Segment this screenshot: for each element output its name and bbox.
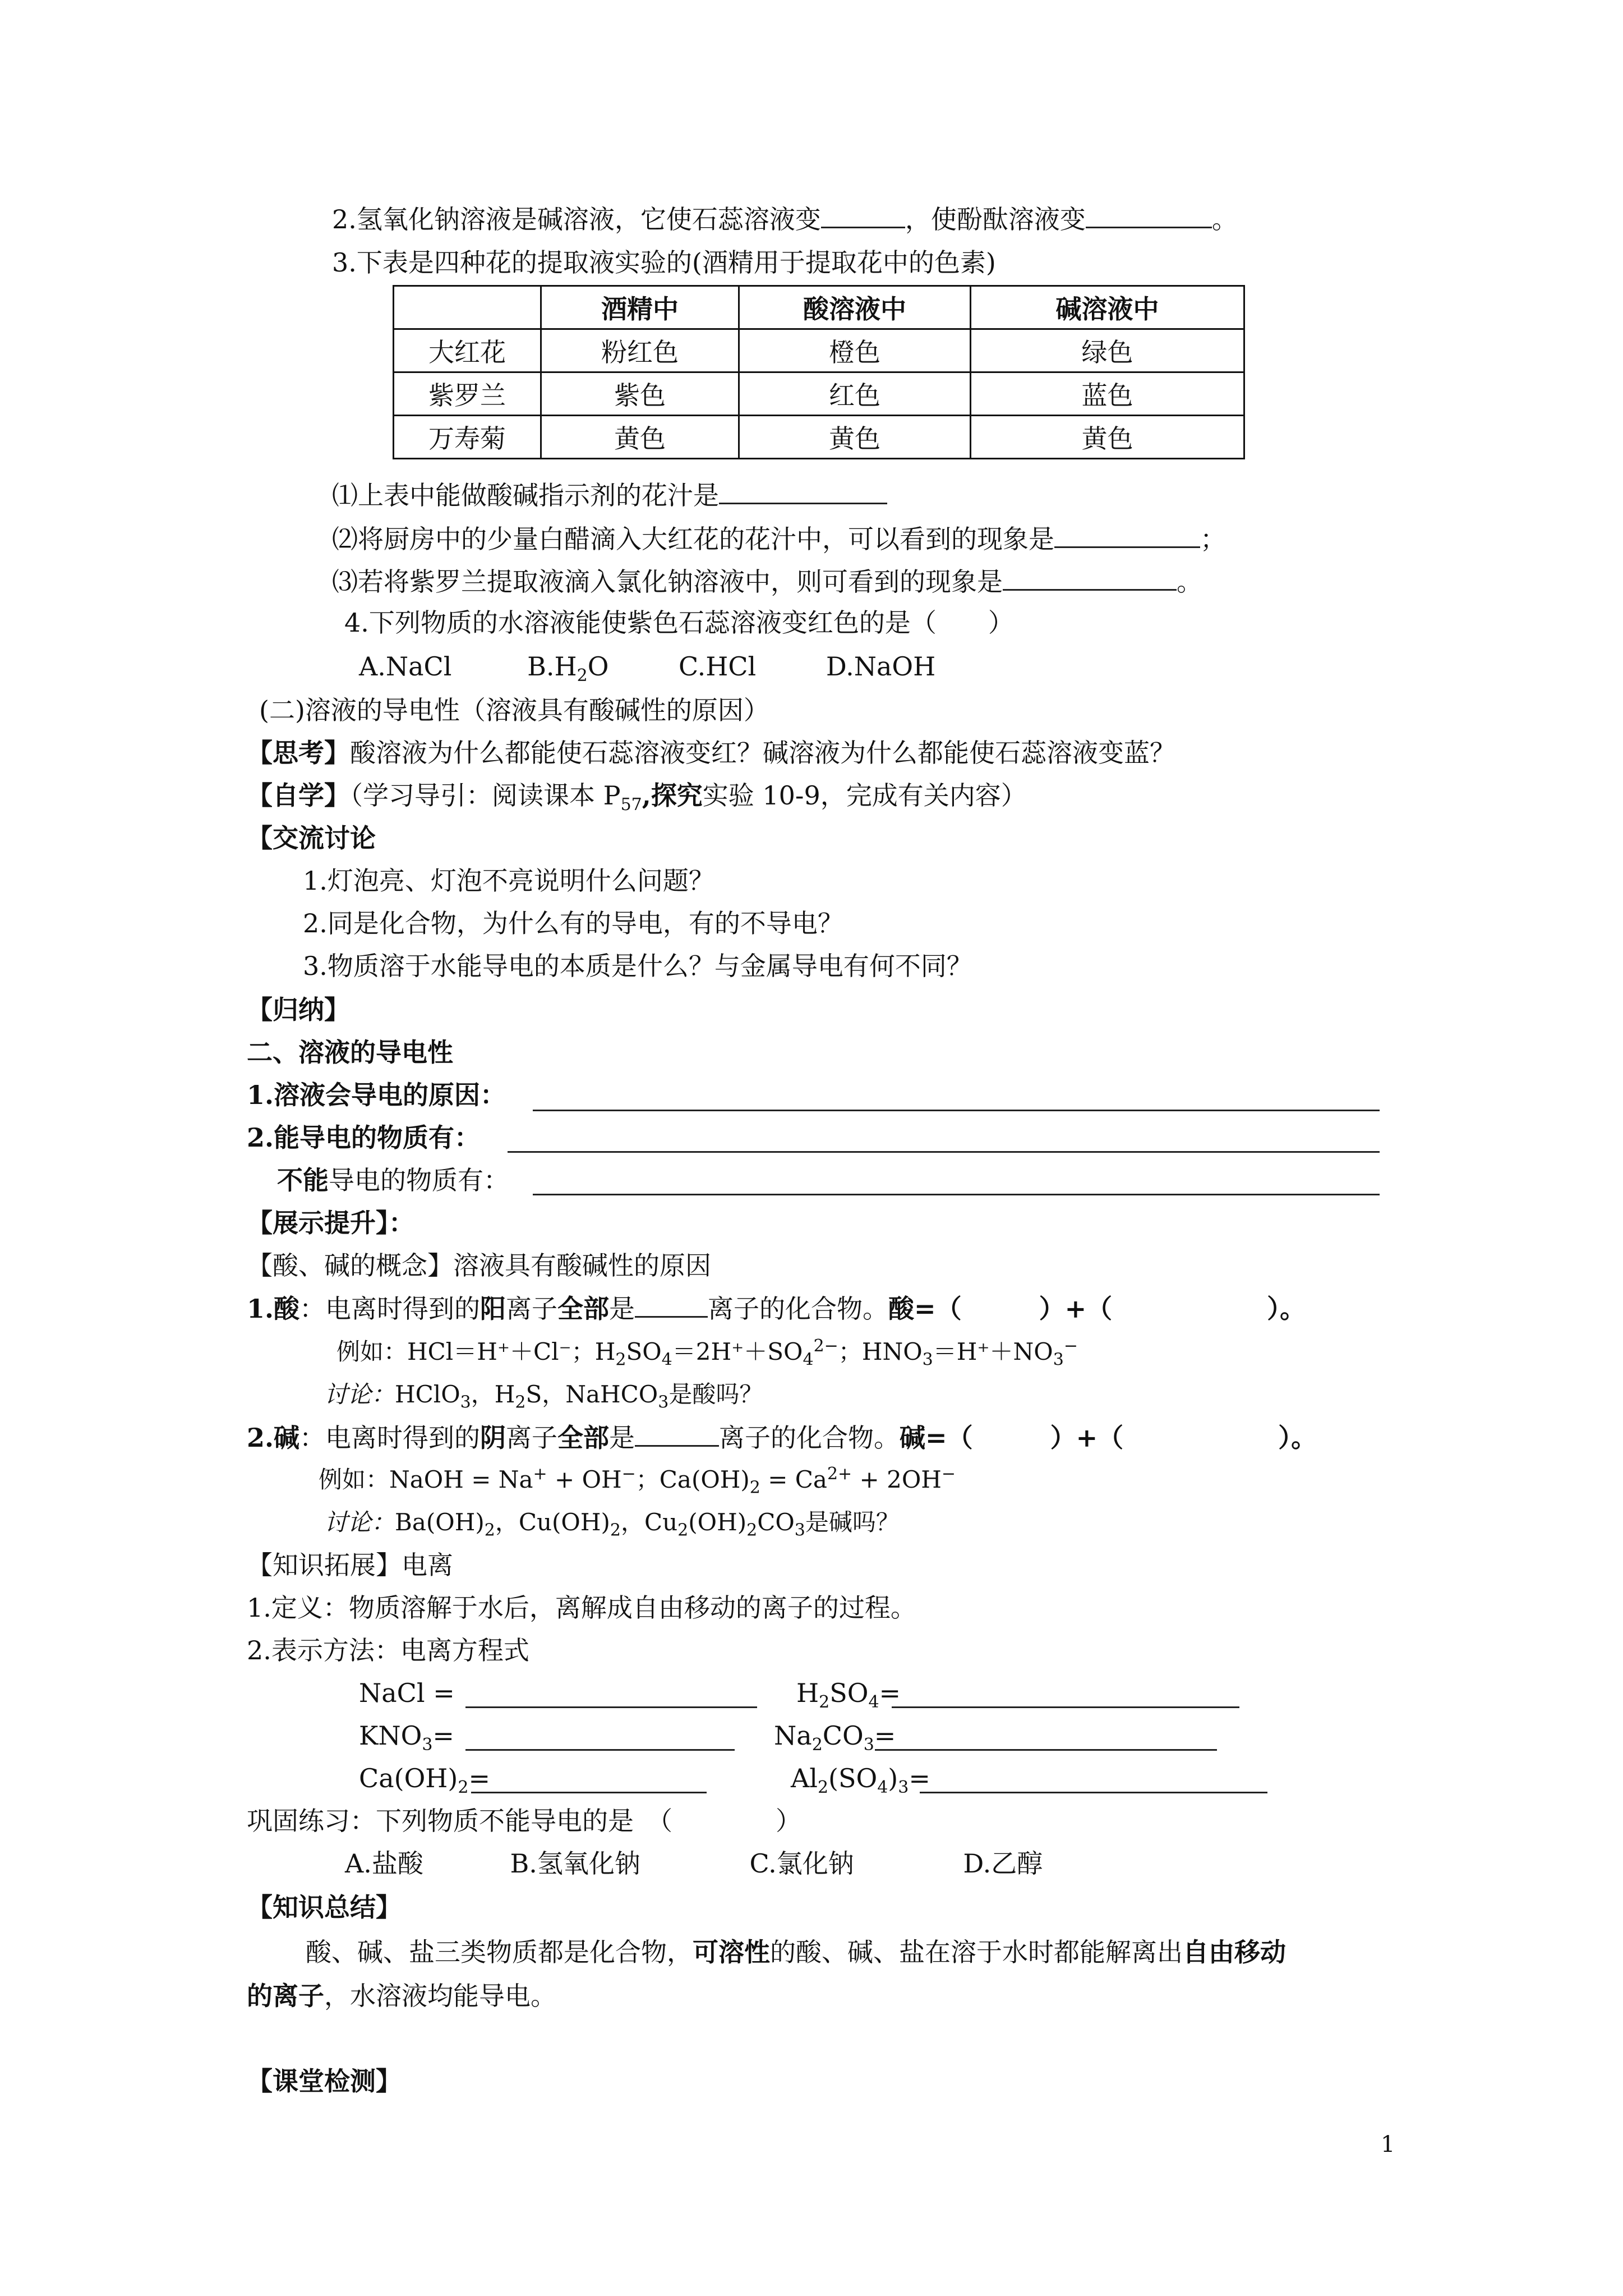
base-ex-sup: −: [621, 1464, 636, 1484]
eq-na2co3: [774, 1719, 896, 1755]
table-header-cell: 碱溶液中: [971, 286, 1244, 329]
eq-nacl-blank[interactable]: [465, 1706, 757, 1708]
base-t3: 离子: [506, 1423, 558, 1453]
acid-disc-sub: 3: [460, 1392, 471, 1412]
table-cell: 大红花: [394, 329, 541, 372]
definition-line: 1.定义：物质溶解于水后，离解成自由移动的离子的过程。: [247, 1593, 916, 1623]
q3-s2: [332, 522, 1226, 556]
q2-blank-2[interactable]: [1086, 202, 1212, 228]
eq-part: KNO: [359, 1720, 422, 1751]
eq-sub: 4: [877, 1778, 888, 1798]
q2-blank-1[interactable]: [821, 202, 905, 228]
eq-al2so43: [791, 1761, 930, 1798]
q4-b-sub: 2: [577, 666, 588, 686]
final-c: 的酸、碱、盐在溶于水时都能解离出: [770, 1937, 1183, 1967]
base-disc-3: ，Cu: [620, 1508, 678, 1536]
q2-text-b: ，使酚酞溶液变: [905, 204, 1086, 234]
base-disc-5: CO: [757, 1508, 795, 1536]
base-disc-sub: 2: [610, 1520, 621, 1540]
q4-option-b[interactable]: [527, 651, 609, 686]
acid-t4: 全部: [557, 1294, 610, 1324]
acid-t1: ：电离时得到的: [299, 1294, 481, 1324]
eq-nacl: [359, 1676, 455, 1710]
q4-options: [359, 650, 936, 686]
eq-kno3: [359, 1719, 454, 1755]
acid-ex-sub: 4: [661, 1350, 672, 1370]
summary-tag: 【归纳】: [247, 995, 350, 1025]
concept-text: 溶液具有酸碱性的原因: [453, 1250, 711, 1281]
eq-part: =: [909, 1763, 930, 1793]
heading-2: 二、溶液的导电性: [247, 1037, 453, 1068]
eq-part: Na: [774, 1720, 812, 1751]
base-num: 2.碱: [247, 1423, 300, 1453]
eq-sub: 4: [868, 1692, 879, 1713]
q3-intro: 3.下表是四种花的提取液实验的(酒精用于提取花中的色素): [332, 247, 996, 278]
discuss-item: 2.同是化合物，为什么有的导电，有的不导电？: [303, 908, 843, 938]
q3-s2-text: ⑵将厨房中的少量白醋滴入大红花的花汁中，可以看到的现象是: [332, 524, 1054, 554]
eq-part: H: [796, 1678, 819, 1708]
acid-disc-tag: 讨论：: [324, 1381, 395, 1408]
table-cell: 黄色: [739, 416, 971, 459]
conductive-answer-line[interactable]: [508, 1151, 1380, 1153]
acid-ex-5: ＝H⁺＋NO: [933, 1338, 1053, 1365]
nonconductive-label: [277, 1163, 509, 1197]
base-definition: [247, 1420, 1317, 1455]
final-paragraph-line-2: [247, 1979, 556, 2013]
base-disc-sub: 2: [484, 1520, 495, 1540]
nonconductive-answer-line[interactable]: [533, 1194, 1380, 1195]
q2-text-c: 。: [1211, 204, 1238, 234]
base-discussion: [324, 1506, 900, 1539]
base-ex-sup: −: [941, 1464, 956, 1484]
eq-sub: 2: [458, 1778, 469, 1798]
concept-tag: 【酸、碱的概念】: [247, 1250, 453, 1281]
selfstudy-sub: 57: [620, 795, 642, 815]
extension-line: [247, 1548, 453, 1582]
q4-b-pre: B.H: [527, 651, 577, 682]
table-cell: 蓝色: [971, 372, 1244, 416]
base-ex-sup: 2+: [827, 1464, 852, 1484]
acid-ex-4: ；HNO: [838, 1338, 923, 1365]
table-cell: 红色: [739, 372, 971, 416]
eq-sub: 2: [819, 1692, 830, 1713]
discuss-tag: 【交流讨论: [247, 823, 376, 853]
acid-ex-3: ＝2H⁺＋SO: [672, 1338, 803, 1365]
show-tag: 【展示提升】：: [247, 1208, 414, 1238]
final-e: 的离子: [247, 1981, 324, 2011]
acid-disc-1: HClO: [395, 1381, 460, 1408]
table-header-cell: 酒精中: [541, 286, 739, 329]
table-cell: 粉红色: [541, 329, 739, 372]
discuss-item: 1.灯泡亮、灯泡不亮说明什么问题？: [303, 866, 714, 896]
final-f: ，水溶液均能导电。: [324, 1981, 556, 2011]
q3-s3-end: 。: [1177, 567, 1202, 597]
q4-option-d[interactable]: D.NaOH: [826, 651, 936, 682]
eq-part: =: [432, 1720, 454, 1751]
eq-sub: 2: [811, 1735, 823, 1755]
eq-h2so4-blank[interactable]: [892, 1706, 1239, 1708]
acid-ex-sub: 3: [1053, 1350, 1064, 1370]
selfstudy-b: ,: [642, 780, 651, 811]
base-disc-sub: 2: [677, 1520, 689, 1540]
acid-ex-sub: 3: [922, 1350, 933, 1370]
reason-answer-line[interactable]: [533, 1110, 1380, 1111]
base-ex-4: = Ca: [760, 1466, 827, 1493]
think-text: 酸溶液为什么都能使石蕊溶液变红？碱溶液为什么都能使石蕊溶液变蓝？: [350, 738, 1175, 768]
eq-al2so43-blank[interactable]: [920, 1792, 1267, 1793]
base-disc-sub: 3: [794, 1520, 805, 1540]
eq-part: ): [888, 1763, 898, 1793]
base-disc-tag: 讨论：: [324, 1508, 395, 1536]
acid-ex-sub: 4: [803, 1350, 814, 1370]
flower-table: [393, 285, 1245, 459]
q2-line: [332, 202, 1238, 236]
base-t6: 离子的化合物。: [719, 1423, 900, 1453]
acid-example: [336, 1335, 1078, 1369]
eq-part: (SO: [828, 1763, 878, 1793]
q3-s1: [332, 478, 887, 512]
eq-part: Al: [791, 1763, 818, 1793]
extension-tag: 【知识拓展】: [247, 1550, 402, 1580]
q4-option-c[interactable]: C.HCl: [679, 651, 757, 682]
q3-s3: [332, 564, 1202, 599]
acid-t5: 是: [609, 1294, 635, 1324]
practice-option-a[interactable]: A.盐酸: [345, 1848, 423, 1879]
acid-discussion: [324, 1378, 763, 1411]
selfstudy-c: 实验 10-9，完成有关内容）: [702, 780, 1027, 811]
practice-option-d[interactable]: D.乙醇: [963, 1848, 1043, 1879]
base-t5: 是: [609, 1423, 635, 1453]
acid-ex-1: 例如：HCl＝H⁺＋Cl⁻；H: [336, 1338, 616, 1365]
table-cell: 绿色: [971, 329, 1244, 372]
eq-sub: 3: [863, 1735, 874, 1755]
eq-na2co3-blank[interactable]: [875, 1749, 1217, 1751]
eq-h2so4: [796, 1676, 901, 1713]
final-d: 自由移动: [1183, 1937, 1286, 1967]
table-cell: 黄色: [971, 416, 1244, 459]
eq-kno3-blank[interactable]: [465, 1749, 735, 1751]
acid-disc-2: ，H: [471, 1381, 515, 1408]
eq-part: SO: [829, 1678, 869, 1708]
page-number: 1: [1381, 2132, 1395, 2157]
selfstudy-a: （学习导引：阅读课本 P: [350, 780, 621, 811]
acid-num: 1.酸: [247, 1294, 300, 1324]
acid-t2: 阳: [480, 1294, 506, 1324]
acid-disc-sub: 2: [515, 1392, 526, 1412]
section-2-title: (二)溶液的导电性（溶液具有酸碱性的原因）: [259, 695, 769, 725]
class-check-tag: 【课堂检测】: [247, 2066, 402, 2096]
q3-blank-1[interactable]: [719, 478, 887, 504]
table-header-row: [394, 286, 1244, 329]
base-ex-sub: 2: [749, 1478, 760, 1498]
base-disc-4: (OH): [688, 1508, 747, 1536]
base-ex-2: + OH: [547, 1466, 622, 1493]
base-ex-3: ；Ca(OH): [635, 1466, 750, 1493]
eq-sub: 3: [422, 1735, 433, 1755]
base-t1: ：电离时得到的: [299, 1423, 481, 1453]
table-row: [394, 329, 1244, 372]
acid-disc-sub: 3: [658, 1392, 669, 1412]
base-ex-1: 例如：NaOH = Na: [319, 1466, 533, 1493]
q3-s2-end: ；: [1200, 524, 1226, 554]
nonconductive-text: 导电的物质有：: [329, 1165, 509, 1195]
acid-disc-3: S，NaHCO: [525, 1381, 658, 1408]
base-example: [319, 1463, 956, 1497]
q4-option-a[interactable]: A.NaCl: [359, 651, 452, 682]
base-ex-sup: +: [533, 1464, 547, 1484]
final-b: 可溶性: [693, 1937, 770, 1967]
final-a: 酸、碱、盐三类物质都是化合物，: [306, 1937, 693, 1967]
table-cell: 万寿菊: [394, 416, 541, 459]
base-formula: 碱=（ ）+（ ）。: [900, 1423, 1317, 1453]
q4-stem: 4.下列物质的水溶液能使紫色石蕊溶液变红色的是（ ）: [344, 608, 1014, 638]
q3-blank-3[interactable]: [1003, 564, 1177, 591]
acid-ex-sub: 2: [615, 1350, 626, 1370]
selfstudy-tag: 【自学】: [247, 780, 350, 811]
reason-label: 1.溶液会导电的原因：: [247, 1080, 506, 1110]
base-disc-1: Ba(OH): [395, 1508, 485, 1536]
eq-part: =: [468, 1763, 490, 1793]
selfstudy-bold: 探究: [651, 780, 703, 811]
eq-part: =: [874, 1720, 896, 1751]
eq-part: =: [879, 1678, 901, 1708]
concept-line: [247, 1249, 711, 1282]
acid-definition: [247, 1291, 1306, 1326]
eq-sub: 3: [898, 1778, 909, 1798]
acid-disc-4: 是酸吗？: [668, 1381, 763, 1408]
knowledge-summary-tag: 【知识总结】: [247, 1892, 402, 1922]
table-cell: 橙色: [739, 329, 971, 372]
eq-caoh2: [359, 1761, 490, 1798]
selfstudy-line: [247, 779, 1027, 815]
table-cell: 紫色: [541, 372, 739, 416]
table-row: [394, 372, 1244, 416]
practice-option-c[interactable]: C.氯化钠: [749, 1848, 854, 1879]
practice-options: [345, 1847, 1043, 1880]
acid-ex-2: SO: [626, 1338, 662, 1365]
table-cell: 黄色: [541, 416, 739, 459]
acid-t6: 离子的化合物。: [708, 1294, 889, 1324]
q2-text-a: 2.氢氧化钠溶液是碱溶液，它使石蕊溶液变: [332, 204, 821, 234]
eq-part: CO: [822, 1720, 864, 1751]
q4-b-post: O: [587, 651, 609, 682]
acid-blank[interactable]: [635, 1291, 708, 1318]
base-blank[interactable]: [635, 1420, 719, 1447]
acid-t3: 离子: [506, 1294, 558, 1324]
base-t4: 全部: [557, 1423, 610, 1453]
table-row: [394, 416, 1244, 459]
nonconductive-bold: 不能: [277, 1165, 329, 1195]
table-header-cell: 酸溶液中: [739, 286, 971, 329]
eq-sub: 2: [817, 1778, 829, 1798]
acid-formula: 酸=（ ）+（ ）。: [888, 1294, 1306, 1324]
base-disc-2: ，Cu(OH): [495, 1508, 610, 1536]
table-header-cell: [394, 286, 541, 329]
extension-text: 电离: [402, 1550, 453, 1580]
think-tag: 【思考】: [247, 738, 350, 768]
base-disc-sub: 2: [746, 1520, 758, 1540]
q3-s3-text: ⑶若将紫罗兰提取液滴入氯化钠溶液中，则可看到的现象是: [332, 567, 1003, 597]
discuss-item: 3.物质溶于水能导电的本质是什么？与金属导电有何不同？: [303, 951, 972, 981]
eq-part: Ca(OH): [359, 1763, 458, 1793]
base-disc-6: 是碱吗？: [805, 1508, 900, 1536]
acid-ex-sup: 2−: [813, 1336, 838, 1356]
eq-nacl-label: NaCl =: [359, 1678, 455, 1708]
practice-stem: 巩固练习：下列物质不能导电的是 （ ）: [247, 1806, 801, 1836]
think-line: [247, 736, 1175, 770]
representation-line: 2.表示方法：电离方程式: [247, 1635, 529, 1665]
conductive-label: 2.能导电的物质有：: [247, 1122, 481, 1153]
base-t2: 阴: [480, 1423, 506, 1453]
table-cell: 紫罗兰: [394, 372, 541, 416]
q3-blank-2[interactable]: [1054, 522, 1200, 548]
final-paragraph-line-1: [306, 1935, 1286, 1969]
base-ex-5: + 2OH: [852, 1466, 942, 1493]
acid-ex-sup: −: [1063, 1336, 1078, 1356]
q3-s1-text: ⑴上表中能做酸碱指示剂的花汁是: [332, 480, 719, 510]
eq-caoh2-blank[interactable]: [471, 1792, 707, 1793]
practice-option-b[interactable]: B.氢氧化钠: [510, 1848, 640, 1879]
